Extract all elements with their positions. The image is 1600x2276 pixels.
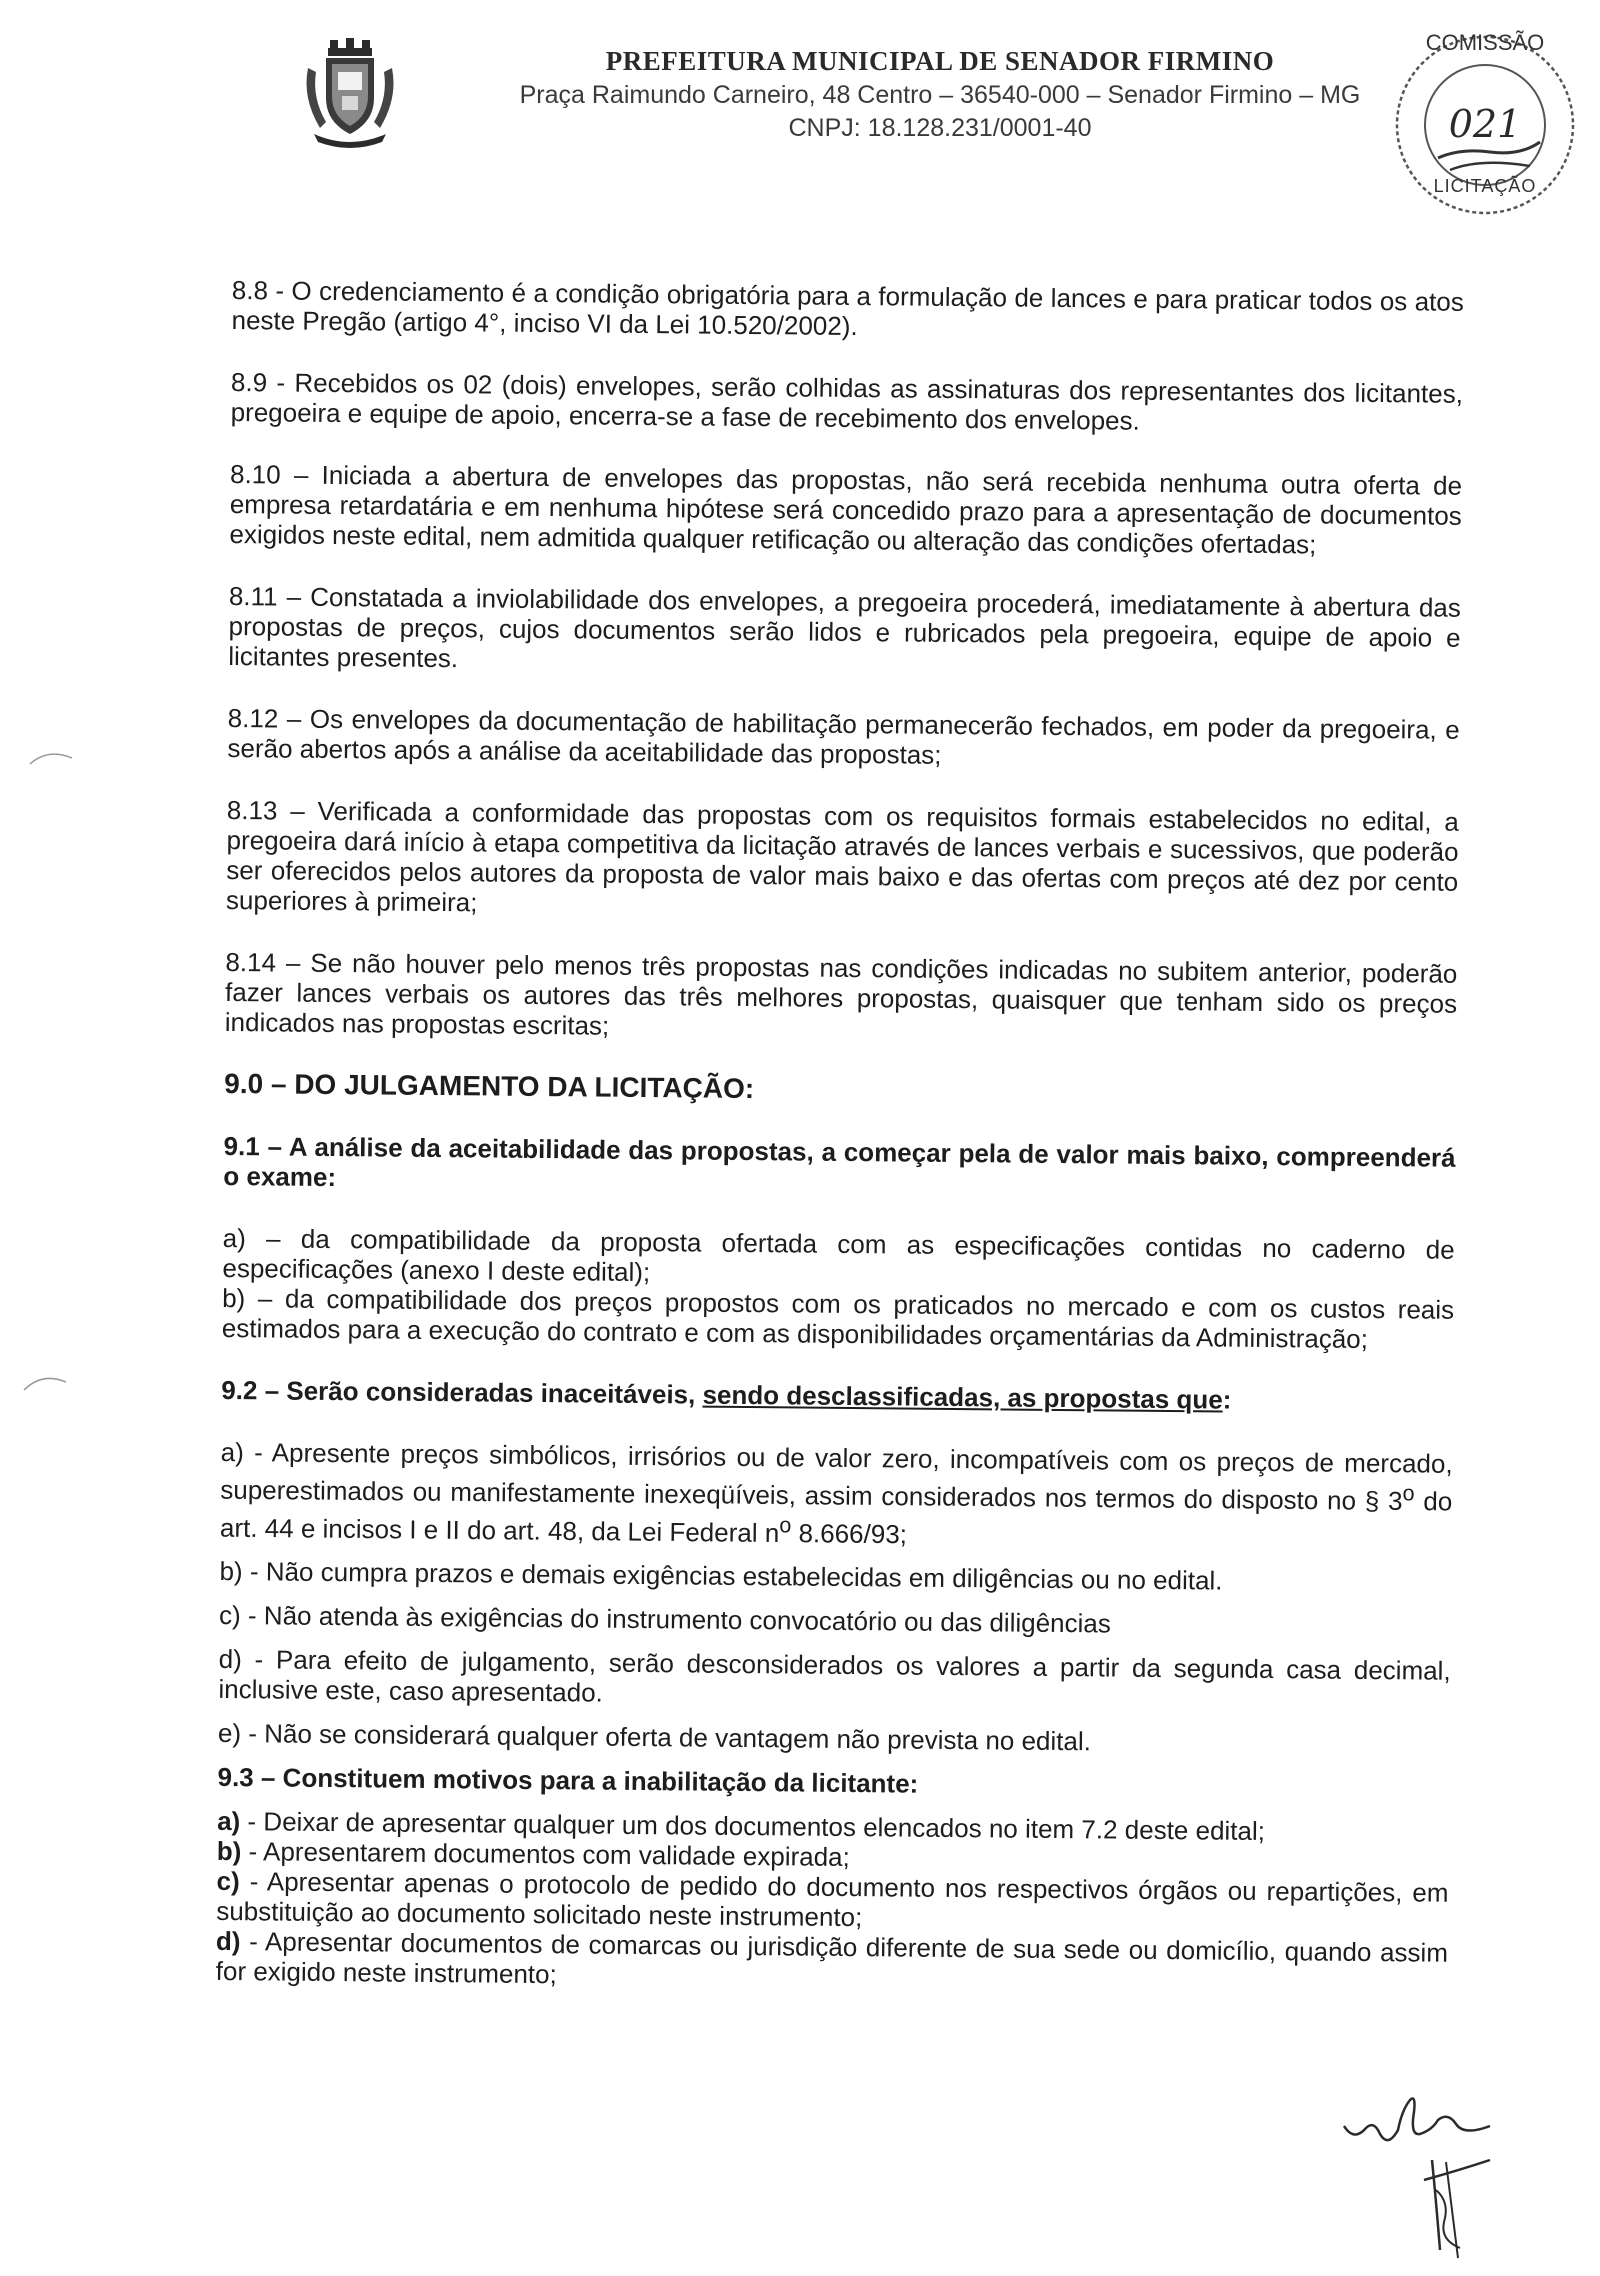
item-9-1-b: b) – da compatibilidade dos preços propostos com os praticados no mercado e com os custos reais estimados para a execução do contrato e com as disponibilidades orçamentárias da Administração; [221, 1282, 1455, 1354]
item-8-12: 8.12 – Os envelopes da documentação de habilitação permanecerão fechados, em poder da pregoeira, e serão abertos após a análise da aceitabilidade das propostas; [227, 702, 1460, 770]
letterhead-address: Praça Raimundo Carneiro, 48 Centro – 36540-000 – Senador Firmino – MG [519, 81, 1361, 109]
document-body [216, 275, 1464, 1998]
item-8-9: 8.9 - Recebidos os 02 (dois) envelopes, serão colhidas as assinaturas dos representantes dos licitantes, pregoeira e equipe de apoio, encerra-se a fase de recebimento dos envelopes. [230, 366, 1464, 436]
item-9-3-a: a) - Deixar de apresentar qualquer um dos documentos elencados no item 7.2 deste edital; [217, 1806, 1266, 1847]
municipal-coat-of-arms-icon [300, 38, 400, 150]
item-9-2-e: e) - Não se considerará qualquer oferta de vantagem não prevista no edital. [217, 1718, 1092, 1757]
stamp-top-text: COMISSÃO [1425, 30, 1545, 55]
item-9-2: 9.2 – Serão consideradas inaceitáveis, sendo desclassificadas, as propostas que: [221, 1374, 1232, 1415]
item-9-3: 9.3 – Constituem motivos para a inabilitação da licitante: [217, 1762, 919, 1799]
item-9-3-d: d) - Apresentar documentos de comarcas ou jurisdição diferente de sua sede ou domicílio, quando assim for exigido neste instrumento; [215, 1926, 1449, 1990]
item-9-3-b: b) - Apresentarem documentos com validade expirada; [216, 1836, 850, 1873]
section-9-heading: 9.0 – DO JULGAMENTO DA LICITAÇÃO: [224, 1067, 755, 1105]
margin-mark-icon [28, 746, 74, 766]
item-9-2-d: d) - Para efeito de julgamento, serão desconsiderados os valores a partir da segunda casa decimal, inclusive este, caso apresentado. [218, 1644, 1451, 1708]
item-8-10: 8.10 – Iniciada a abertura de envelopes das propostas, não será recebida nenhuma outra oferta de empresa retardatária e em nenhuma hipótese será concedido prazo para a apresentação de documentos exigidos neste edital, nem admitida qualquer retificação ou alteração das condições ofertadas; [229, 458, 1463, 560]
commission-stamp [1390, 30, 1580, 220]
letterhead [440, 46, 1440, 143]
margin-mark-icon [22, 1370, 68, 1392]
item-9-3-c: c) - Apresentar apenas o protocolo de pedido do documento nos respectivos órgãos ou repartições, em substituição ao documento solicitado neste instrumento; [216, 1866, 1449, 1933]
item-8-8: 8.8 - O credenciamento é a condição obrigatória para a formulação de lances e para praticar todos os atos neste Pregão (artigo 4°, inciso VI da Lei 10.520/2002). [231, 275, 1464, 342]
item-8-11: 8.11 – Constatada a inviolabilidade dos envelopes, a pregoeira procederá, imediatamente à abertura das propostas de preços, cujos documentos serão lidos e rubricados pela pregoeira, equipe de apoio e licitantes presentes. [228, 580, 1462, 674]
item-9-2-b: b) - Não cumpra prazos e demais exigências estabelecidas em diligências ou no edital. [219, 1556, 1223, 1596]
item-9-1: 9.1 – A análise da aceitabilidade das propostas, a começar pela de valor mais baixo, compreenderá o exame: [223, 1130, 1456, 1193]
letterhead-title: PREFEITURA MUNICIPAL DE SENADOR FIRMINO [605, 46, 1275, 76]
item-9-2-a: a) - Apresente preços simbólicos, irrisórios ou de valor zero, incompatíveis com os preços de mercado, superestimados ou manifestamente inexeqüíveis, assim considerados nos termos do disposto no § 3$^o$ do art. 44 e incisos I e II do art. 48, da Lei Federal $n^o$ 8.666/93; [219, 1436, 1453, 1549]
stamp-page-number: 021 [1448, 102, 1522, 146]
stamp-bottom-text: LICITAÇÃO [1433, 176, 1537, 196]
handwritten-initials-icon [1340, 2090, 1540, 2270]
item-8-14: 8.14 – Se não houver pelo menos três propostas nas condições indicadas no subitem anterior, poderão fazer lances verbais os autores das três melhores propostas, quaisquer que tenham sido os preços indicados nas propostas escritas; [224, 946, 1458, 1041]
item-9-1-a: a) – da compatibilidade da proposta ofertada com as especificações contidas no caderno de especificações (anexo I deste edital); [222, 1222, 1455, 1288]
item-9-2-c: c) - Não atenda às exigências do instrumento convocatório ou das diligências [218, 1600, 1111, 1639]
item-8-13: 8.13 – Verificada a conformidade das propostas com os requisitos formais estabelecidos no edital, a pregoeira dará início à etapa competitiva da licitação através de lances verbais e sucessivos, que poderão ser oferecidos pelos autores da proposta de valor mais baixo e das ofertas com preços até dez por cento superiores à primeira; [225, 794, 1459, 918]
letterhead-cnpj: CNPJ: 18.128.231/0001-40 [788, 114, 1092, 142]
